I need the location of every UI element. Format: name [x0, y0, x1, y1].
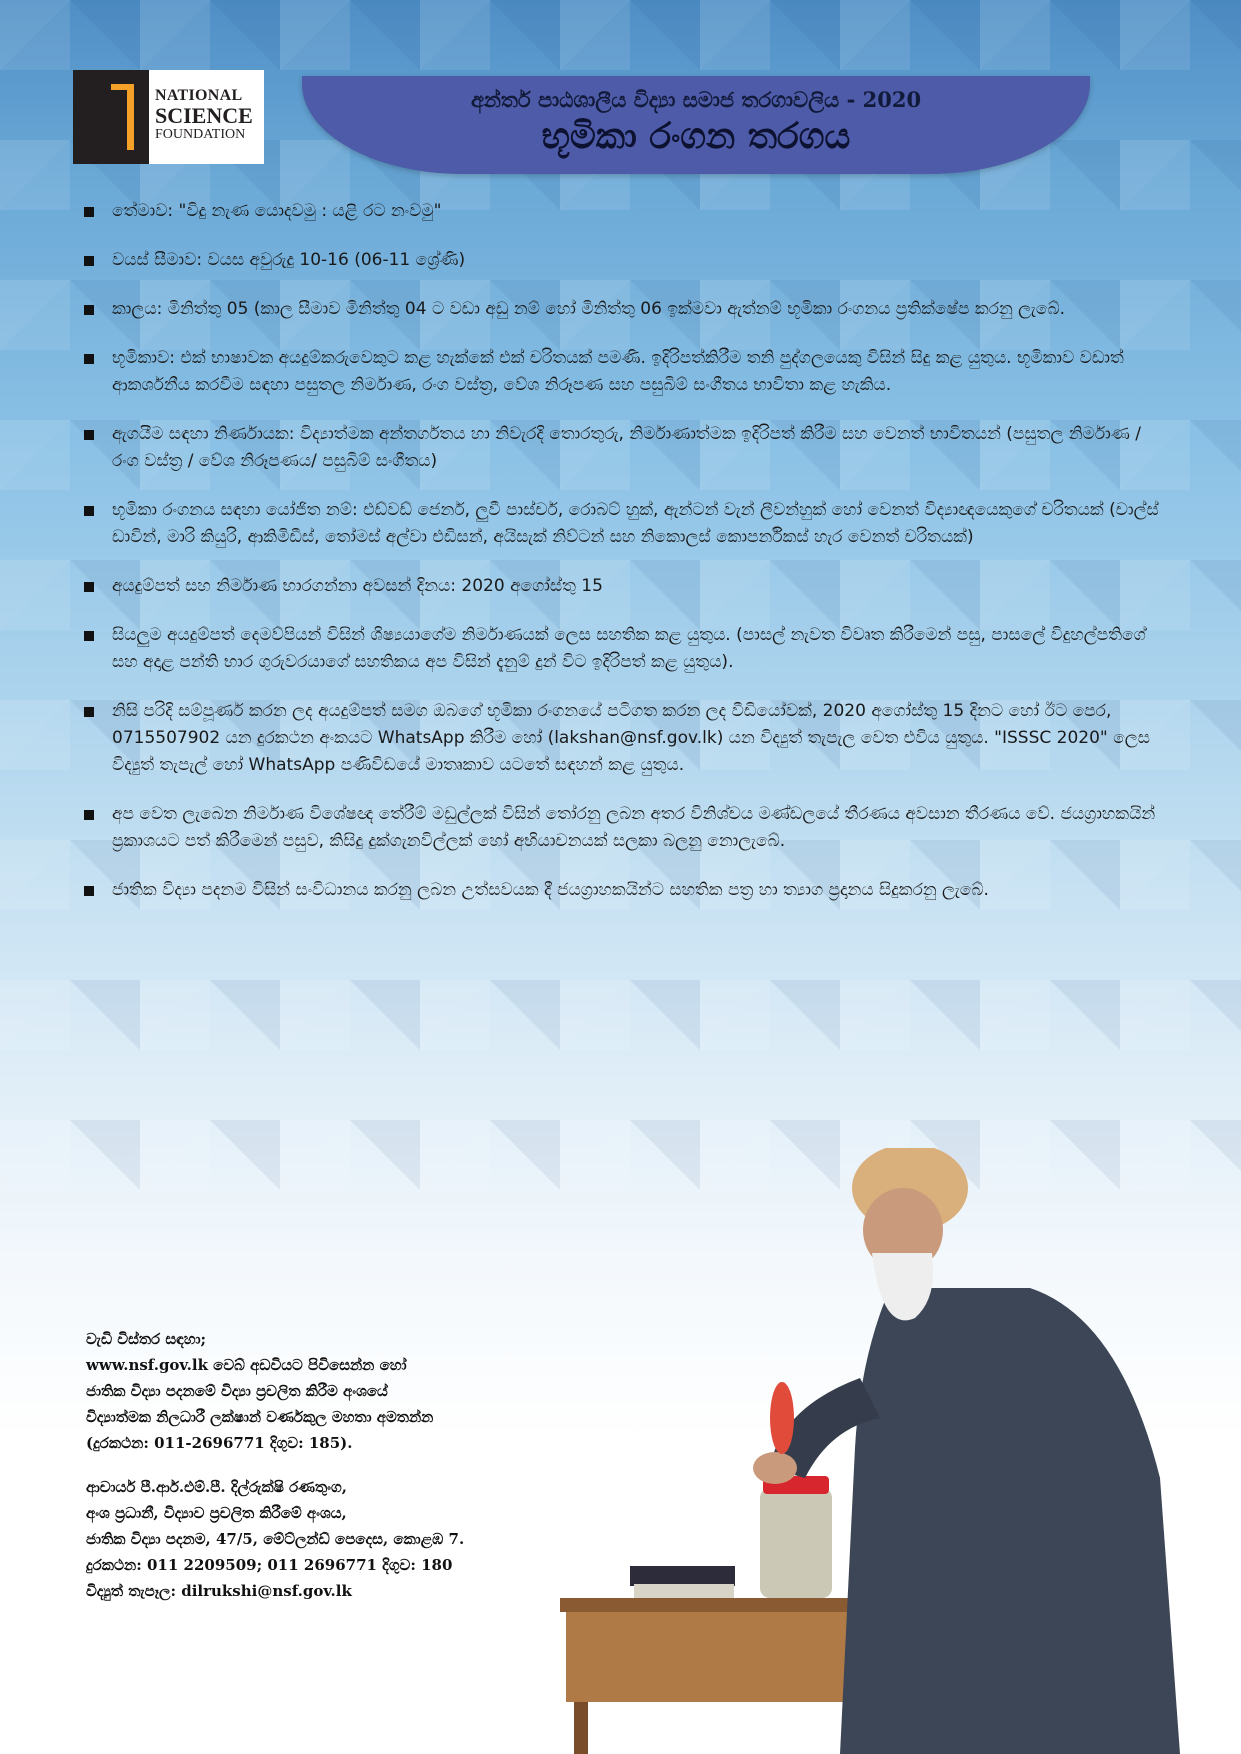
contact-line: www.nsf.gov.lk වෙබ් අඩවියට පිවිසෙන්න හෝ	[86, 1356, 407, 1374]
contact-line: විද්‍යාත්මක නිලධාරී ලක්ෂාන් වර්ණකුල මහතා අමතන්න	[86, 1408, 434, 1426]
logo-line-2: SCIENCE	[155, 103, 253, 128]
rule-item	[84, 296, 1164, 323]
rule-text: භූමිකා රංගනය සඳහා යෝජිත නම්: එඩ්වඩ් ජෙනර්, ලුවී පාස්චර්, රොබට් හුක්, ඇන්ටන් වැන් ලීවන්හුක් හෝ වෙනත් විද්‍යාඥයෙකුගේ චරිතයක් (චාල්ස් ඩාවින්, මාරි කියුරි, ආකිමිඩීස්, තෝමස් අල්වා එඩිසන්, අයිසැක් නිව්ටන් සහ නිකොලස් කොපර්නිකස් හැර වෙනත් චරිතයක්)	[112, 500, 1159, 547]
rule-text: අප වෙත ලැබෙන නිර්මාණ විශේෂඥ තේරීම් මඩුල්ලක් විසින් තෝරනු ලබන අතර විනිශ්චය මණ්ඩලයේ තීරණය අවසාන තීරණය වේ. ජයග්‍රාහකයින් ප්‍රකාශයට පත් කිරීමෙන් පසුව, කිසිදු දුක්ගැනවිල්ලක් හෝ අභියාචනයක් සලකා බලනු නොලැබේ.	[112, 804, 1156, 851]
contact-block-inquiries	[86, 1326, 586, 1456]
rule-text: ඇගයීම සඳහා නිර්ණායක: විද්‍යාත්මක අන්තර්ගතය හා නිවැරදි තොරතුරු, නිර්මාණාත්මක ඉදිරිපත් කිරීම සහ වෙනත් භාවිතයන් (පසුතල නිර්මාණ / රංග වස්ත්‍ර / වේශ නිරූපණය/ පසුබිම් සංගීතය)	[112, 424, 1141, 471]
logo-line-3: FOUNDATION	[155, 127, 246, 142]
rule-text: නිසි පරිදි සම්පූර්ණ කරන ලද අයදුම්පත් සමග ඔබගේ භූමිකා රංගනයේ පටිගත කරන ලද වීඩියෝවක්, 2020 අගෝස්තු 15 දිනට හෝ ඊට පෙර, 0715507902 යන දුරකථන අංකයට WhatsApp කිරීම හෝ (lakshan@nsf.gov.lk) යන විද්‍යුත් තැපැල වෙත එවිය යුතුය. "ISSSC 2020" ලෙස විද්‍යුත් තැපැල් හෝ WhatsApp පණිවිඩයේ මාතෘකාව යටතේ සඳහන් කළ යුතුය.	[112, 701, 1150, 775]
rule-text: භූමිකාව: එක් භාෂාවක අයදුම්කරුවෙකුට කළ හැක්කේ එක් චරිතයක් පමණි. ඉදිරිපත්කිරීම තනි පුද්ගලයෙකු විසින් සිදු කළ යුතුය. භූමිකාව වඩාත් ආකර්ශනීය කරවීම සඳහා පසුතල නිර්මාණ, රංග වස්ත්‍ර, වේශ නිරූපණ සහ පසුබිම් සංගීතය භාවිතා කළ හැකිය.	[112, 348, 1124, 395]
rule-item	[84, 497, 1164, 551]
rule-item	[84, 247, 1164, 274]
rule-item	[84, 573, 1164, 600]
bullet-square-icon	[84, 631, 94, 641]
contact-line: අංශ ප්‍රධානී, විද්‍යාව ප්‍රචලිත කිරීමේ අංශය,	[86, 1504, 347, 1522]
contact-line: වැඩි විස්තර සඳහා;	[86, 1330, 207, 1348]
bullet-square-icon	[84, 354, 94, 364]
bullet-square-icon	[84, 886, 94, 896]
rule-text: තේමාව: "විදු නැණ යොදවමු : යළි රට නංවමු"	[112, 201, 442, 221]
rule-item	[84, 198, 1164, 225]
contact-line: ජාතික විද්‍යා පදනම, 47/5, මේට්ලන්ඩ් පෙදෙස, කොළඹ 7.	[86, 1530, 465, 1548]
bullet-square-icon	[84, 256, 94, 266]
bullet-square-icon	[84, 582, 94, 592]
rule-item	[84, 801, 1164, 855]
rules-list	[84, 198, 1164, 904]
nsf-logo	[73, 70, 264, 164]
bullet-square-icon	[84, 506, 94, 516]
bullet-square-icon	[84, 430, 94, 440]
bullet-square-icon	[84, 207, 94, 217]
rule-item	[84, 345, 1164, 399]
scientist-portrait-photo	[560, 1148, 1241, 1754]
rule-item	[84, 698, 1164, 779]
logo-line-1: NATIONAL	[155, 87, 243, 104]
rule-item	[84, 877, 1164, 904]
contact-info	[86, 1326, 586, 1604]
rule-text: අයදුම්පත් සහ නිර්මාණ භාරගන්නා අවසන් දිනය: 2020 අගෝස්තු 15	[112, 576, 603, 596]
bullet-square-icon	[84, 305, 94, 315]
rule-text: සියලුම අයදුම්පත් දෙමව්පියන් විසින් ශිෂ්‍යයාගේම නිර්මාණයක් ලෙස සහතික කළ යුතුය. (පාසල් නැවත විවෘත කිරීමෙන් පසු, පාසලේ විදුහල්පතිගේ සහ අදාළ පන්ති භාර ගුරුවරයාගේ සහතිකය අප විසින් දැනුම් දුන් විට ඉදිරිපත් කළ යුතුය).	[112, 625, 1146, 672]
rule-text: වයස් සීමාව: වයස අවුරුදු 10-16 (06-11 ශ්‍රේණි)	[112, 250, 466, 270]
contact-line: දුරකථන: 011 2209509; 011 2696771 දිගුව: 180	[86, 1556, 453, 1574]
contact-line: (දුරකථන: 011-2696771 දිගුව: 185).	[86, 1434, 353, 1452]
bullet-square-icon	[84, 810, 94, 820]
contact-block-address	[86, 1474, 586, 1604]
contact-line: ආචාර්ය පී.ආර්.එම්.පී. දිල්රුක්ෂි රණතුංග,	[86, 1478, 347, 1496]
rule-text: කාලය: මිනිත්තු 05 (කාල සීමාව මිනිත්තු 04 ට වඩා අඩු නම් හෝ මිනිත්තු 06 ඉක්මවා ඇත්නම් භූමිකා රංගනය ප්‍රතික්ෂේප කරනු ලැබේ.	[112, 299, 1066, 319]
logo-mark-icon	[73, 70, 149, 164]
rule-item	[84, 622, 1164, 676]
competition-subtitle: අන්තර් පාඨශාලීය විද්‍යා සමාජ තරගාවලිය - 2020	[470, 87, 922, 112]
title-banner	[302, 76, 1090, 174]
contact-line: ජාතික විද්‍යා පදනමේ විද්‍යා ප්‍රචලිත කිරීම අංශයේ	[86, 1382, 388, 1400]
contact-line: විද්‍යුත් තැපෑල: dilrukshi@nsf.gov.lk	[86, 1582, 352, 1600]
rule-text: ජාතික විද්‍යා පදනම විසින් සංවිධානය කරනු ලබන උත්සවයක දී ජයග්‍රාහකයින්ට සහතික පත්‍ර හා ත්‍යාග ප්‍රදානය සිදුකරනු ලැබේ.	[112, 880, 989, 900]
page-title: භූමිකා රංගන තරගය	[541, 115, 851, 157]
bullet-square-icon	[84, 707, 94, 717]
rule-item	[84, 421, 1164, 475]
